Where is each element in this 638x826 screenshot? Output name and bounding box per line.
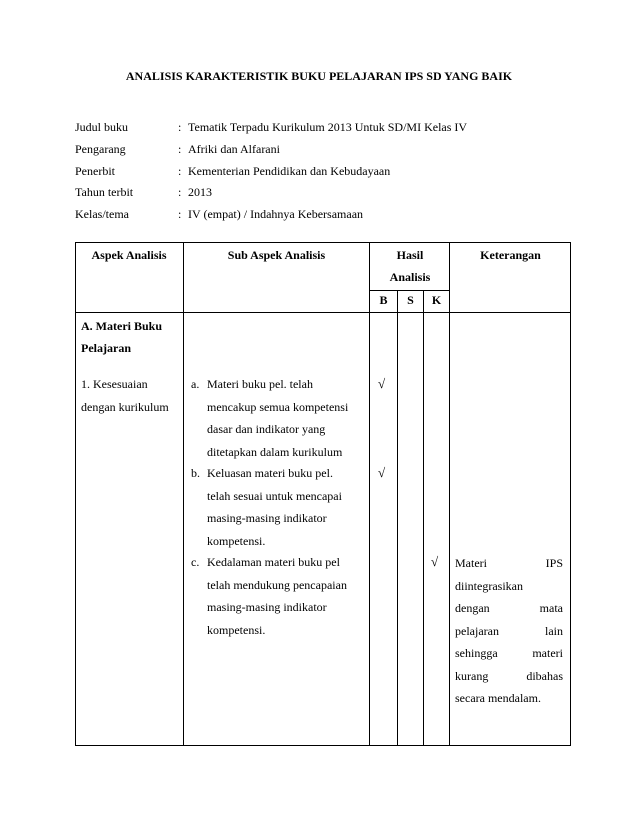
meta-colon: : <box>178 207 182 221</box>
check-mark-k: √ <box>431 554 439 569</box>
table-border-bottom <box>75 745 571 746</box>
meta-label: Penerbit <box>75 164 115 178</box>
column-divider <box>449 242 450 746</box>
sub-item-text: telah mendukung pencapaian <box>207 578 347 592</box>
header-k: K <box>431 293 442 307</box>
keterangan-word: lain <box>545 624 563 638</box>
keterangan-word: Materi <box>455 556 487 570</box>
sub-item-text: masing-masing indikator <box>207 511 327 525</box>
header-divider <box>75 312 571 313</box>
column-divider <box>183 242 184 746</box>
meta-value: Tematik Terpadu Kurikulum 2013 Untuk SD/MI Kelas IV <box>188 120 468 134</box>
column-divider <box>423 290 424 746</box>
keterangan-word: pelajaran <box>455 624 499 638</box>
sub-item-text: Kedalaman materi buku pel <box>207 555 340 569</box>
keterangan-word: secara mendalam. <box>455 691 541 705</box>
keterangan-word: mata <box>539 601 563 615</box>
header-aspek: Aspek Analisis <box>91 248 167 262</box>
keterangan-line <box>455 620 563 642</box>
sub-item-marker: b. <box>191 466 200 480</box>
sub-item-text: Materi buku pel. telah <box>207 377 313 391</box>
meta-value: IV (empat) / Indahnya Kebersamaan <box>188 207 364 221</box>
keterangan-word: dengan <box>455 601 490 615</box>
sub-item-text: kompetensi. <box>207 623 266 637</box>
keterangan-line <box>455 665 563 687</box>
table-border-top <box>75 242 571 243</box>
keterangan-line <box>455 552 563 574</box>
sub-item-text: dasar dan indikator yang <box>207 422 326 436</box>
section-title: A. Materi Buku <box>81 319 162 333</box>
check-mark-b: √ <box>378 376 386 391</box>
section-title: Pelajaran <box>81 341 131 355</box>
sub-item-text: ditetapkan dalam kurikulum <box>207 445 343 459</box>
column-divider <box>369 242 370 746</box>
meta-label: Kelas/tema <box>75 207 129 221</box>
analysis-table <box>75 242 571 746</box>
sub-item-text: telah sesuai untuk mencapai <box>207 489 342 503</box>
keterangan-line <box>455 687 563 709</box>
sub-item-marker: c. <box>191 555 200 569</box>
meta-value: 2013 <box>188 185 212 199</box>
header-hasil: Hasil <box>396 248 424 262</box>
header-s: S <box>407 293 414 307</box>
sub-item-marker: a. <box>191 377 200 391</box>
meta-label: Pengarang <box>75 142 126 156</box>
keterangan-line <box>455 597 563 619</box>
meta-label: Judul buku <box>75 120 129 134</box>
header-analisis: Analisis <box>389 270 431 284</box>
header-sub-aspek: Sub Aspek Analisis <box>227 248 326 262</box>
aspek-label: 1. Kesesuaian <box>81 377 148 391</box>
column-divider <box>397 290 398 746</box>
sub-item-text: Keluasan materi buku pel. <box>207 466 333 480</box>
keterangan-line <box>455 575 563 597</box>
header-b: B <box>379 293 388 307</box>
sub-item-text: mencakup semua kompetensi <box>207 400 349 414</box>
keterangan-word: IPS <box>545 556 563 570</box>
page-title: ANALISIS KARAKTERISTIK BUKU PELAJARAN IPS SD YANG BAIK <box>125 69 513 83</box>
keterangan-word: sehingga <box>455 646 498 660</box>
table-border-right <box>570 242 571 746</box>
sub-item-text: masing-masing indikator <box>207 600 327 614</box>
check-mark-b: √ <box>378 465 386 480</box>
aspek-label: dengan kurikulum <box>81 400 169 414</box>
meta-label: Tahun terbit <box>75 185 134 199</box>
keterangan-word: materi <box>532 646 563 660</box>
header-keterangan: Keterangan <box>480 248 541 262</box>
meta-colon: : <box>178 120 182 134</box>
table-border-left <box>75 242 76 746</box>
meta-value: Kementerian Pendidikan dan Kebudayaan <box>188 164 391 178</box>
meta-value: Afriki dan Alfarani <box>188 142 280 156</box>
keterangan-line <box>455 642 563 664</box>
meta-colon: : <box>178 142 182 156</box>
keterangan-word: dibahas <box>526 669 563 683</box>
keterangan-word: diintegrasikan <box>455 579 523 593</box>
sub-item-text: kompetensi. <box>207 534 266 548</box>
keterangan-word: kurang <box>455 669 489 683</box>
meta-colon: : <box>178 164 182 178</box>
meta-colon: : <box>178 185 182 199</box>
